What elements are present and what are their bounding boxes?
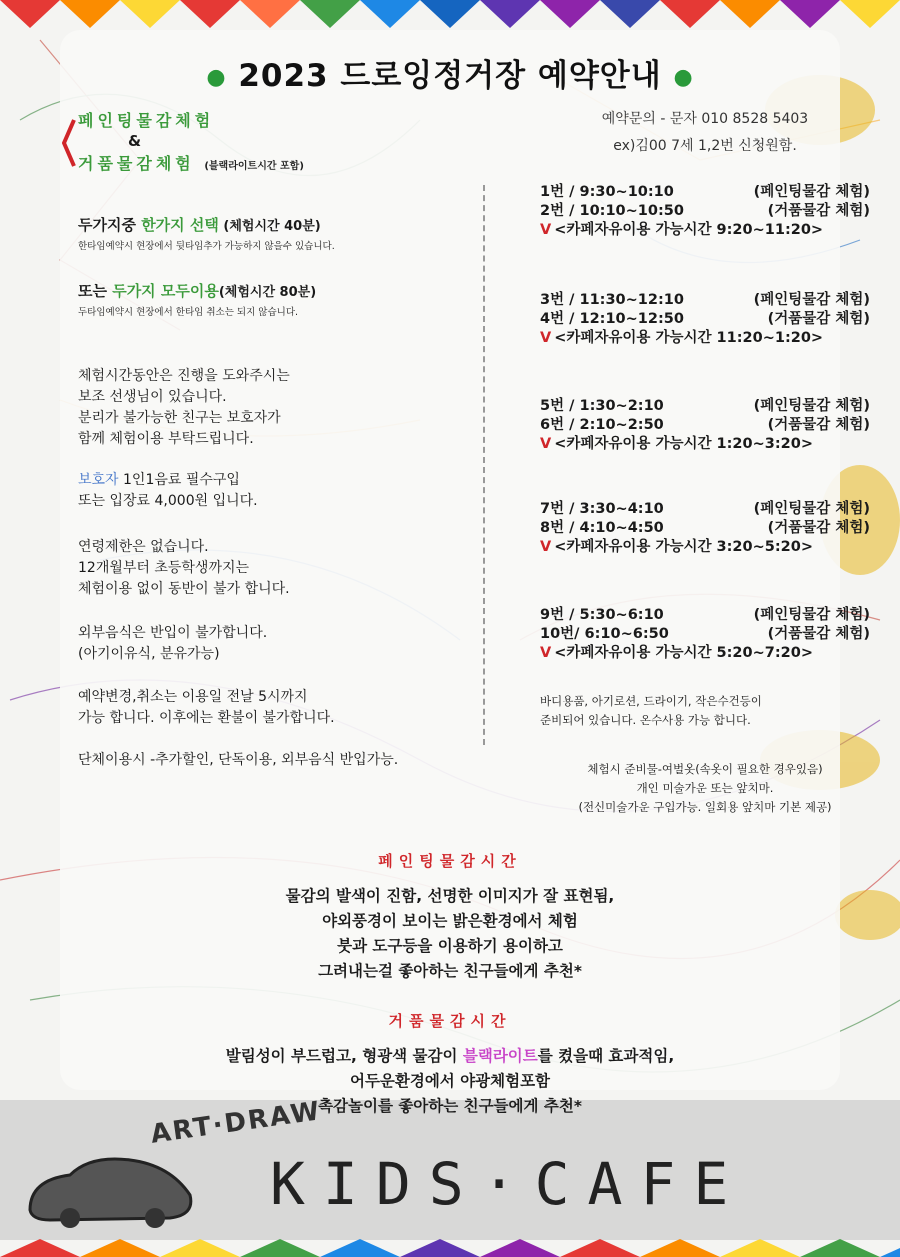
age-limit-paragraph [78,537,290,600]
blacklight-highlight: 블랙라이트 [462,1047,538,1065]
description-line: 촉감놀이를 좋아하는 친구들에게 추천* [318,1097,582,1115]
slot-type: (거품물감 체험) [767,203,870,219]
option-two [78,280,316,301]
paragraph-line: 함께 체험이용 부탁드립니다. [78,431,254,447]
note-line: 체험시 준비물-여벌옷(속옷이 필요한 경우있음) [587,762,823,776]
slot-row [540,416,870,435]
slot-time: 2번 / 10:10~10:50 [540,203,684,219]
title-dot-left: ● [206,65,227,90]
check-v-icon: V [540,222,552,238]
cafe-hours [540,329,870,348]
option-two-note: 두타임예약시 현장에서 한타임 취소는 되지 않습니다. [78,307,299,318]
slot-row [540,310,870,329]
description-line: 그려내는걸 좋아하는 친구들에게 추천* [318,962,582,980]
guardian-paragraph [78,470,258,512]
group-use-paragraph: 단체이용시 -추가할인, 단독이용, 외부음식 반입가능. [78,752,399,768]
option-two-highlight: 두가지 모두이용 [112,282,219,300]
assistant-teacher-paragraph [78,366,290,450]
top-bunting-decoration [0,0,900,28]
guardian-highlight: 보호자 [78,472,119,488]
bottom-bunting-decoration [0,1239,900,1257]
paragraph-line: 예약변경,취소는 이용일 전날 5시까지 [78,689,308,705]
description-line: 붓과 도구등을 이용하기 용이하고 [337,937,563,955]
slot-row [540,519,870,538]
time-slot-group [540,606,870,663]
description-line [0,1044,900,1069]
check-v-icon: V [540,645,552,661]
contact-line: 예약문의 - 문자 010 8528 5403 [601,111,809,127]
ampersand: & [128,132,142,150]
foam-experience-heading-text: 거품물감체험 [78,154,195,173]
check-v-icon: V [540,330,552,346]
description-line: 어두운환경에서 야광체험포함 [349,1072,551,1090]
slot-time: 4번 / 12:10~12:50 [540,311,684,327]
paragraph-line: 12개월부터 초등학생까지는 [78,560,250,576]
note-line: 개인 미술가운 또는 앞치마. [636,781,774,795]
option-one [78,214,321,235]
foam-experience-heading [78,151,304,174]
time-slot-group [540,183,870,240]
option-two-prefix: 또는 [78,282,113,300]
slot-type: (거품물감 체험) [767,626,870,642]
slot-type: (페인팅물감 체험) [753,184,870,200]
description-line: 야외풍경이 보이는 밝은환경에서 체험 [322,912,578,930]
page-title [0,50,900,95]
cafe-hours [540,644,870,663]
option-one-note: 한타임예약시 현장에서 뒷타임추가 가능하지 않을수 있습니다. [78,241,335,252]
paragraph-line: 또는 입장료 4,000원 입니다. [78,493,258,509]
paragraph-line: 체험시간동안은 진행을 도와주시는 [78,368,290,384]
cafe-hours-text: <카페자유이용 가능시간 5:20~7:20> [554,645,813,661]
slot-time: 1번 / 9:30~10:10 [540,184,674,200]
slot-time: 9번 / 5:30~6:10 [540,607,664,623]
note-line: (전신미술가운 구입가능. 일회용 앞치마 기본 제공) [578,800,832,814]
cafe-hours [540,221,870,240]
option-one-highlight: 한가지 선택 [141,216,219,234]
preparation-note [520,760,890,817]
title-dot-right: ● [673,65,694,90]
painting-experience-heading: 페인팅물감체험 [78,111,215,130]
time-slot-group [540,500,870,557]
description-text: 를 켰을때 효과적임, [537,1047,675,1065]
foam-time-heading: 거품물감시간 [388,1012,512,1030]
cafe-hours-text: <카페자유이용 가능시간 3:20~5:20> [554,539,813,555]
paragraph-line [78,470,258,491]
blacklight-note: (블랙라이트시간 포함) [204,161,304,172]
slot-time: 5번 / 1:30~2:10 [540,398,664,414]
slot-type: (페인팅물감 체험) [753,292,870,308]
note-line: 준비되어 있습니다. 온수사용 가능 합니다. [540,713,751,727]
paragraph-line: (아기이유식, 분유가능) [78,646,220,662]
note-line: 바디용품, 아기로션, 드라이기, 작은수건등이 [540,694,762,708]
slot-row [540,291,870,310]
guardian-line-rest: 1인1음료 필수구입 [118,472,240,488]
cafe-hours-text: <카페자유이용 가능시간 1:20~3:20> [554,436,813,452]
slot-row [540,606,870,625]
painting-time-heading: 페인팅물감시간 [378,852,522,870]
slot-type: (거품물감 체험) [767,417,870,433]
painting-time-description [0,884,900,984]
column-divider [483,185,491,745]
slot-row [540,397,870,416]
amenities-note [540,692,762,730]
option-two-suffix: (체험시간 80분) [218,285,317,300]
slot-row [540,500,870,519]
outside-food-paragraph [78,623,267,665]
slot-row [540,202,870,221]
slot-time: 6번 / 2:10~2:50 [540,417,664,433]
paragraph-line: 체험이용 없이 동반이 불가 합니다. [78,581,290,597]
description-text: 발림성이 부드럽고, 형광색 물감이 [225,1047,463,1065]
time-slot-group [540,397,870,454]
slot-row [540,183,870,202]
kids-cafe-logo-text: KIDS·CAFE [270,1150,747,1218]
paragraph-line: 외부음식은 반입이 불가합니다. [78,625,268,641]
slot-time: 10번/ 6:10~6:50 [540,626,669,642]
slot-type: (페인팅물감 체험) [753,501,870,517]
cafe-hours-text: <카페자유이용 가능시간 11:20~1:20> [554,330,824,346]
art-draw-logo-text: ART·DRAW [148,1096,324,1150]
paragraph-line: 보조 선생님이 있습니다. [78,389,227,405]
slot-type: (페인팅물감 체험) [753,398,870,414]
left-bracket-icon [62,118,76,168]
slot-type: (페인팅물감 체험) [753,607,870,623]
cafe-hours-text: <카페자유이용 가능시간 9:20~11:20> [554,222,824,238]
slot-type: (거품물감 체험) [767,520,870,536]
paragraph-line: 연령제한은 없습니다. [78,539,209,555]
contact-example-line: ex)김00 7세 1,2번 신청원함. [613,138,797,154]
contact-info [545,106,865,160]
option-one-prefix: 두가지중 [78,216,142,234]
foam-time-description [0,1044,900,1119]
check-v-icon: V [540,436,552,452]
description-line: 물감의 발색이 진함, 선명한 이미지가 잘 표현됨, [285,887,615,905]
slot-row [540,625,870,644]
cafe-hours [540,538,870,557]
slot-time: 7번 / 3:30~4:10 [540,501,664,517]
slot-type: (거품물감 체험) [767,311,870,327]
car-drawing-icon [20,1150,200,1230]
time-slot-group [540,291,870,348]
slot-time: 8번 / 4:10~4:50 [540,520,664,536]
option-one-suffix: (체험시간 40분) [218,219,321,234]
check-v-icon: V [540,539,552,555]
title-text: 2023 드로잉정거장 예약안내 [238,58,662,94]
slot-time: 3번 / 11:30~12:10 [540,292,684,308]
paragraph-line: 가능 합니다. 이후에는 환불이 불가합니다. [78,710,335,726]
cancellation-paragraph [78,687,335,729]
cafe-hours [540,435,870,454]
paragraph-line: 분리가 불가능한 친구는 보호자가 [78,410,281,426]
